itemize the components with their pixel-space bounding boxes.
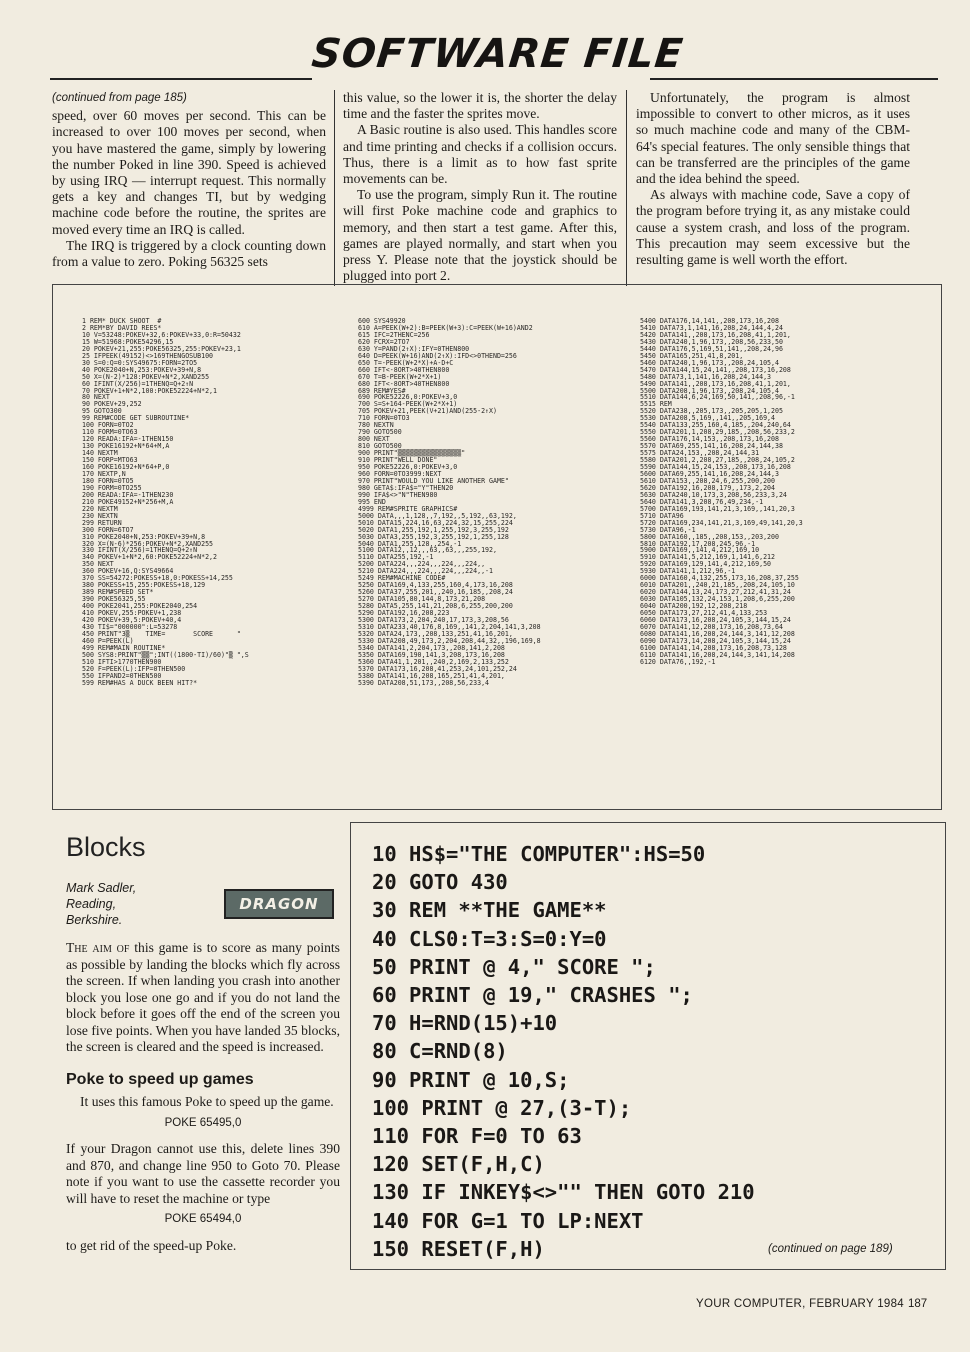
intro-column-1 [52,90,326,270]
page-number: 187 [908,1298,928,1310]
author-name: Mark Sadler, [66,881,137,895]
continued-on: (continued on page 189) [768,1243,893,1255]
masthead: SOFTWARE FILE [309,31,686,77]
paragraph: this value, so the lower it is, the shorter the delay time and the faster the sprites move. [343,90,617,122]
intro-column-2 [343,90,617,284]
paragraph: to get rid of the speed-up Poke. [66,1237,237,1253]
paragraph: If your Dragon cannot use this, delete lines 390 and 870, and change line 950 to Goto 70. Please note if you want to use the cassette recorder you will have to reset the machine or type [66,1141,340,1206]
paragraph: To use the program, simply Run it. The routine will first Poke machine code and graphics to memory, and then start a test game. After this, games are played normally, and start when you press Y. Please note that the joystick should be plugged into port 2. [343,187,617,284]
author-county: Berkshire. [66,913,123,927]
poke-command: POKE 65495,0 [164,1116,242,1129]
byline [66,880,216,928]
author-town: Reading, [66,897,117,911]
paragraph: It uses this famous Poke to speed up the game. [80,1094,334,1109]
lead-paragraph [66,940,340,1056]
paragraph: As always with machine code, Save a copy of the program before trying it, as any mistake could cause a system crash, and loss of the program. This precaution may seem excessive but the resulting game is well worth the effort. [636,187,910,268]
dragon-badge: DRAGON [224,889,334,919]
listing-column-3: 5400 DATA176,14,141,,208,173,16,208 5410 DATA73,1,141,16,208,24,144,4,24 5420 DATA141,,208,173,16,208,41,1,201, 5430 DATA240,1,96,173,,208,56,233,50 5440 DATA176,5,169,51,141,,208,24,96 5450 DATA165,251,41,8,201, 5460 DATA240,1,96,173,,208,24,105,4 5470 DATA144,15,24,141,,208,173,16,208 5480 DATA73,1,141,16,208,24,144,3 5490 DATA141,,208,173,16,208,41,1,201, 5500 DATA208,1,96,173,,208,24,105,4 5510 DATA144,6,24,169,50,141,,208,96,-1 5515 REM 5520 DATA238,,205,173,,205,205,1,205 5530 DATA208,5,169,,141,,205,169,4 5540 DATA133,255,160,4,185,,204,240,64 5550 DATA201,1,208,29,185,,208,56,233,2 5560 DATA176,14,153,,208,173,16,208 5570 DATA69,255,141,16,208,24,144,38 5575 DATA24,153,,208,24,144,31 5580 DATA201,2,208,27,185,,208,24,105,2 5590 DATA144,15,24,153,,208,173,16,208 5600 DATA69,255,141,16,208,24,144,3 5610 DATA153,,208,24,6,255,200,200 5620 DATA192,16,208,179,,173,2,204 5630 DATA240,10,173,3,208,56,233,3,24 5640 DATA141,3,208,76,49,234,-1 5700 DATA169,193,141,21,3,169,,141,20,3 5710 DATA96 5720 DATA169,234,141,21,3,169,49,141,20,3 5730 DATA96,-1 5800 DATA160,,185,,208,153,,203,200 5810 DATA192,17,208,245,96,-1 5900 DATA169,,141,4,212,169,10 5910 DATA141,5,212,169,1,141,6,212 5920 DATA169,129,141,4,212,169,50 5930 DATA141,1,212,96,-1 6000 DATA160,4,132,255,173,16,208,37,255 6010 DATA201,,240,21,185,,208,24,105,10 6020 DATA144,13,24,173,27,212,41,31,24 6030 DATA105,132,24,153,1,208,6,255,200 6040 DATA200,192,12,208,218 6050 DATA173,27,212,41,4,133,253 6060 DATA173,16,208,24,105,3,144,15,24 6070 DATA141,12,208,173,16,208,73,64 6080 DATA141,16,208,24,144,3,141,12,208 6090 DATA173,14,208,24,105,3,144,15,24 6100 DATA141,14,208,173,16,208,73,128 6110 DATA141,16,208,24,144,3,141,14,208 6120 DATA76,,192,-1 [640,317,803,666]
intro-column-3 [636,90,910,268]
lead-in: The aim of [66,940,130,955]
paragraph: speed, over 60 moves per second. This can be increased to over 100 moves per second, when you have mastered the game, simply by lowering the number Poked in line 390. Speed is achieved by using IRQ — interrupt request. This normally gets a key and changes TI, but by wedging machine code before the routine, the sprites are moved every time an IRQ is called. [52,108,326,237]
paragraph: The IRQ is triggered by a clock counting down from a value to zero. Poking 56325 sets [52,237,326,270]
lead-text: this game is to score as many points as possible by landing the blocks which fly across the screen. If when landing you crash into another block you lose one go and if you do not land the block before it goes off the end of the screen you lose five points. When you have landed 35 blocks, the screen is cleared and the speed is increased. [66,940,340,1054]
listing-column-1: 1 REM* DUCK SHOOT # 2 REM*BY DAVID REES* 10 V=53248:POKEV+32,6:POKEV+33,0:R=50432 15 W=51968:POKE54296,15 20 POKEV+21,255:POKE56325,255:POKEV+23,1 25 IFPEEK(49152)<>169THENGOSUB100 30 S=0:Q=0:SYS49675:FORN=2TO5 40 POKE2040+N,253:POKEV+39+N,8 50 X=(N-2)*128:POKEV+N*2,XAND255 60 IFINT(X/256)=1THENQ=Q+2↑N 70 POKEV+1+N*2,100:POKE52224+N*2,1 80 NEXT 90 POKEV+29,252 95 GOTO300 99 REM#CODE GET SUBROUTINE* 100 FORN=0TO2 110 FORM=0TO63 120 READA:IFA=-1THEN150 130 POKE16192+N*64+M,A 140 NEXTM 150 FORP=MTO63 160 POKE16192+N*64+P,0 170 NEXTP,N 180 FORN=0TO5 190 FORM=0TO255 200 READA:IFA=-1THEN230 210 POKE49152+N*256+M,A 220 NEXTM 230 NEXTN 299 RETURN 300 FORN=6TO7 310 POKE2040+N,253:POKEV+39+N,8 320 X=(N-6)*256:POKEV+N*2,XAND255 330 IFINT(X/256)=1THENQ=Q+2↑N 340 POKEV+1+N*2,60:POKE52224+N*2,2 350 NEXT 360 POKEV+16,Q:SYS49664 370 SS=54272:POKESS+18,0:POKESS+14,255 380 POKESS+15,255:POKESS+18,129 389 REM#SPEED SET* 390 POKE56325,55 400 POKE2041,255:POKE2040,254 410 POKEV,255:POKEV+1,238 420 POKEV+39,5:POKEV+40,4 430 TI$="000000":L=53278 450 PRINT"3▒ TIME= SCORE " 460 P=PEEK(L) 499 REM#MAIN ROUTINE* 500 SYS8:PRINT"▒▒";INT((1800-TI)/60)"▒ ",S 510 IFTI>1770THEN900 520 F=PEEK(L):IFP=0THEN500 550 IFPAND2=0THEN500 599 REM#HAS A DUCK BEEN HIT?* [82,317,249,687]
poke-command: POKE 65494,0 [164,1213,242,1225]
subheading: Poke to speed up games [66,1070,254,1088]
column-divider [334,90,335,286]
column-divider [626,90,627,286]
continued-from: (continued from page 185) [52,92,187,104]
listing-column-2: 600 SYS49920 610 A=PEEK(W+2):B=PEEK(W+3):C=PEEK(W+16)AND2 615 IFC=2THENC=256 620 FCRX=2TO7 630 Y=PAND(2↑X):IFY=0THEN800 640 D=PEEK(W+16)AND(2↑X):IFD<>0THEND=256 650 T=-PEEK(W+2*X)+A-D+C 660 IFT<-8ORT>40THEN800 670 T=B-PEEK(W+2*X+1) 680 IFT<-8ORT>40THEN800 689 REM#YES# 690 POKE52226,0:POKEV+3,0 700 S=S+164-PEEK(W+2*X+1) 705 POKEV+21,PEEK(V+21)AND(255-2↑X) 710 FORN=0TO3 780 NEXTN 790 GOTO500 800 NEXT 810 GOTO500 900 PRINT"▒▒▒▒▒▒▒▒▒▒▒▒▒▒▒▒" 910 PRINT"WELL DONE" 950 POKE52226,0:POKEV+3,0 960 FORN=0TO3999:NEXT 970 PRINT"WOULD YOU LIKE ANOTHER GAME" 980 GETA$:IFA$="Y"THEN20 990 IFA$<>"N"THEN980 995 END 4999 REM#SPRITE GRAPHICS# 5000 DATA,,,1,128,,7,192,,5,192,,63,192, 5010 DATA15,224,16,63,224,32,15,255,224 5020 DATA1,255,192,1,255,192,3,255,192 5030 DATA3,255,192,3,255,192,1,255,128 5040 DATA1,255,128,,254,-1 5100 DATA12,,12,,,63,,63,,,255,192, 5110 DATA255,192,-1 5200 DATA224,,,224,,,224,,,224,, 5210 DATA224,,,224,,,224,,,224,,-1 5249 REM#MACHINE CODE# 5250 DATA169,4,133,255,160,4,173,16,208 5260 DATA37,255,201,,240,16,185,,208,24 5270 DATA105,80,144,8,173,21,208 5280 DATA5,255,141,21,208,6,255,200,200 5290 DATA192,16,208,223 5300 DATA173,2,204,240,17,173,3,208,56 5310 DATA233,40,176,8,169,,141,2,204,141,3,208 5320 DATA24,173,,208,133,251,41,16,201, 5330 DATA208,49,173,2,204,208,44,32,,196,169,8 5340 DATA141,2,204,173,,208,141,2,208 5350 DATA169,190,141,3,208,173,16,208 5360 DATA41,1,201,,240,2,169,2,133,252 5370 DATA173,16,208,41,253,24,101,252,24 5380 DATA141,16,208,165,251,41,4,201, 5390 DATA208,51,173,,208,56,233,4 [358,317,541,687]
dragon-listing: 10 HS$="THE COMPUTER":HS=50 20 GOTO 430 30 REM **THE GAME** 40 CLS0:T=3:S=0:Y=0 50 PRINT @ 4," SCORE "; 60 PRINT @ 19," CRASHES "; 70 H=RND(15)+10 80 C=RND(8) 90 PRINT @ 10,S; 100 PRINT @ 27,(3-T); 110 FOR F=0 TO 63 120 SET(F,H,C) 130 IF INKEY$<>"" THEN GOTO 210 140 FOR G=1 TO LP:NEXT 150 RESET(F,H) [372,842,755,1261]
article-body [66,940,340,1254]
header-rule-left [50,78,312,80]
paragraph: A Basic routine is also used. This handles score and time printing and checks if a collision occurs. Thus, there is a limit as to how fast sprite movements can be. [343,122,617,187]
article-title: Blocks [66,832,146,862]
paragraph: Unfortunately, the program is almost impossible to convert to other micros, as it uses so much machine code and many of the CBM-64's special features. The only sensible things that can be transferred are the principles of the game and the idea behind the speed. [636,90,910,187]
publication-footer: YOUR COMPUTER, FEBRUARY 1984 [696,1298,904,1310]
header-rule-right [650,78,938,80]
